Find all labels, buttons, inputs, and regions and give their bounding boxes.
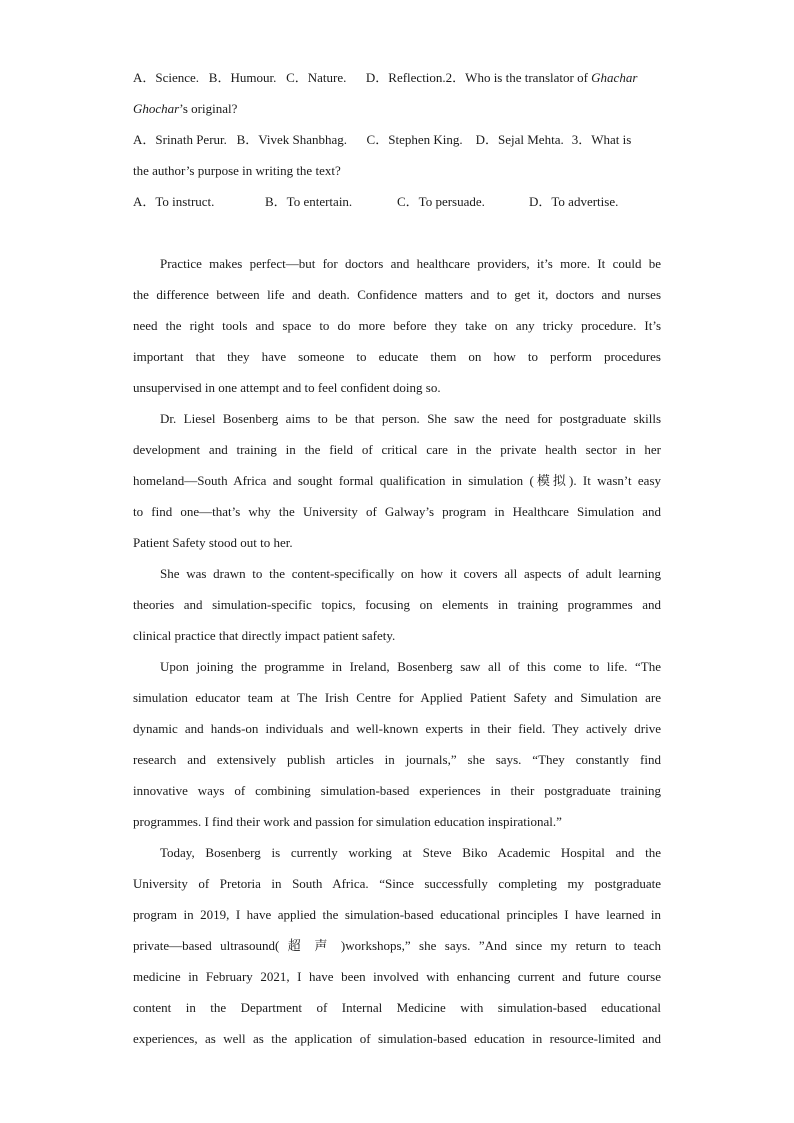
paragraph-line: experiences, as well as the application of simulation-based education in resource-limited and (133, 1031, 661, 1046)
q2-stem-line (133, 93, 661, 124)
section-gap (133, 217, 661, 248)
paragraph-line: dynamic and hands-on individuals and well-known experts in their field. They actively drive (133, 721, 661, 736)
paragraph-line: Upon joining the programme in Ireland, Bosenberg saw all of this come to life. “The (160, 659, 661, 674)
document-page (133, 62, 661, 1054)
q1-options: A．Science. B．Humour. C．Nature. D．Reflection. (133, 70, 446, 85)
paragraph-5 (133, 837, 661, 1054)
paragraph-line: program in 2019, I have applied the simulation-based educational principles I have learned in (133, 907, 661, 922)
paragraph-line: to find one—that’s why the University of Galway’s program in Healthcare Simulation and (133, 504, 661, 519)
q3-stem-start: 3．What is (571, 132, 632, 147)
paragraph-line: Today, Bosenberg is currently working at Steve Biko Academic Hospital and the (160, 845, 661, 860)
q1-options-line (133, 62, 661, 93)
paragraph-1 (133, 248, 661, 403)
paragraph-line: need the right tools and space to do more before they take on any tricky procedure. It’s (133, 318, 661, 333)
q2-book-title-part2: Ghochar (133, 101, 180, 116)
q2-stem-end: ’s original? (179, 101, 238, 116)
paragraph-line: programmes. I find their work and passion for simulation education inspirational.” (133, 814, 562, 829)
q2-stem-start: 2．Who is the translator of (445, 70, 592, 85)
q3-stem-line (133, 155, 661, 186)
paragraph-line: important that they have someone to educate them on how to perform procedures (133, 349, 661, 364)
paragraph-line: the difference between life and death. Confidence matters and to get it, doctors and nurses (133, 287, 661, 302)
paragraph-2 (133, 403, 661, 558)
paragraph-4 (133, 651, 661, 837)
paragraph-line: She was drawn to the content-specifically on how it covers all aspects of adult learning (160, 566, 661, 581)
q3-options-row (133, 186, 661, 217)
q3-option-b: B．To entertain. (265, 194, 353, 209)
paragraph-line: homeland—South Africa and sought formal qualification in simulation (模拟). It wasn’t easy (133, 473, 661, 488)
paragraph-line: theories and simulation-specific topics, focusing on elements in training programmes and (133, 597, 661, 612)
paragraph-3 (133, 558, 661, 651)
paragraph-line: unsupervised in one attempt and to feel confident doing so. (133, 380, 441, 395)
q3-stem-end: the author’s purpose in writing the text? (133, 163, 341, 178)
paragraph-line: content in the Department of Internal Medicine with simulation-based educational (133, 1000, 661, 1015)
paragraph-line: Dr. Liesel Bosenberg aims to be that person. She saw the need for postgraduate skills (160, 411, 661, 426)
paragraph-line: Practice makes perfect—but for doctors and healthcare providers, it’s more. It could be (160, 256, 661, 271)
paragraph-line: innovative ways of combining simulation-based experiences in their postgraduate training (133, 783, 661, 798)
q2-book-title-part1: Ghachar (591, 70, 638, 85)
paragraph-line: development and training in the field of critical care in the private health sector in her (133, 442, 661, 457)
paragraph-line: research and extensively publish articles in journals,” she says. “They constantly find (133, 752, 661, 767)
paragraph-line: University of Pretoria in South Africa. “Since successfully completing my postgraduate (133, 876, 661, 891)
paragraph-line: clinical practice that directly impact patient safety. (133, 628, 396, 643)
q3-option-c: C．To persuade. (397, 194, 485, 209)
paragraph-line: medicine in February 2021, I have been involved with enhancing current and future course (133, 969, 661, 984)
paragraph-line: private—based ultrasound( 超 声 )workshops,” she says. ”And since my return to teach (133, 938, 661, 953)
q2-options-line (133, 124, 661, 155)
paragraph-line: Patient Safety stood out to her. (133, 535, 293, 550)
paragraph-line: simulation educator team at The Irish Centre for Applied Patient Safety and Simulation are (133, 690, 661, 705)
q3-option-a: A．To instruct. (133, 194, 215, 209)
q2-options: A．Srinath Perur. B．Vivek Shanbhag. C．Stephen King. D．Sejal Mehta. (133, 132, 564, 147)
q3-option-d: D．To advertise. (529, 194, 619, 209)
